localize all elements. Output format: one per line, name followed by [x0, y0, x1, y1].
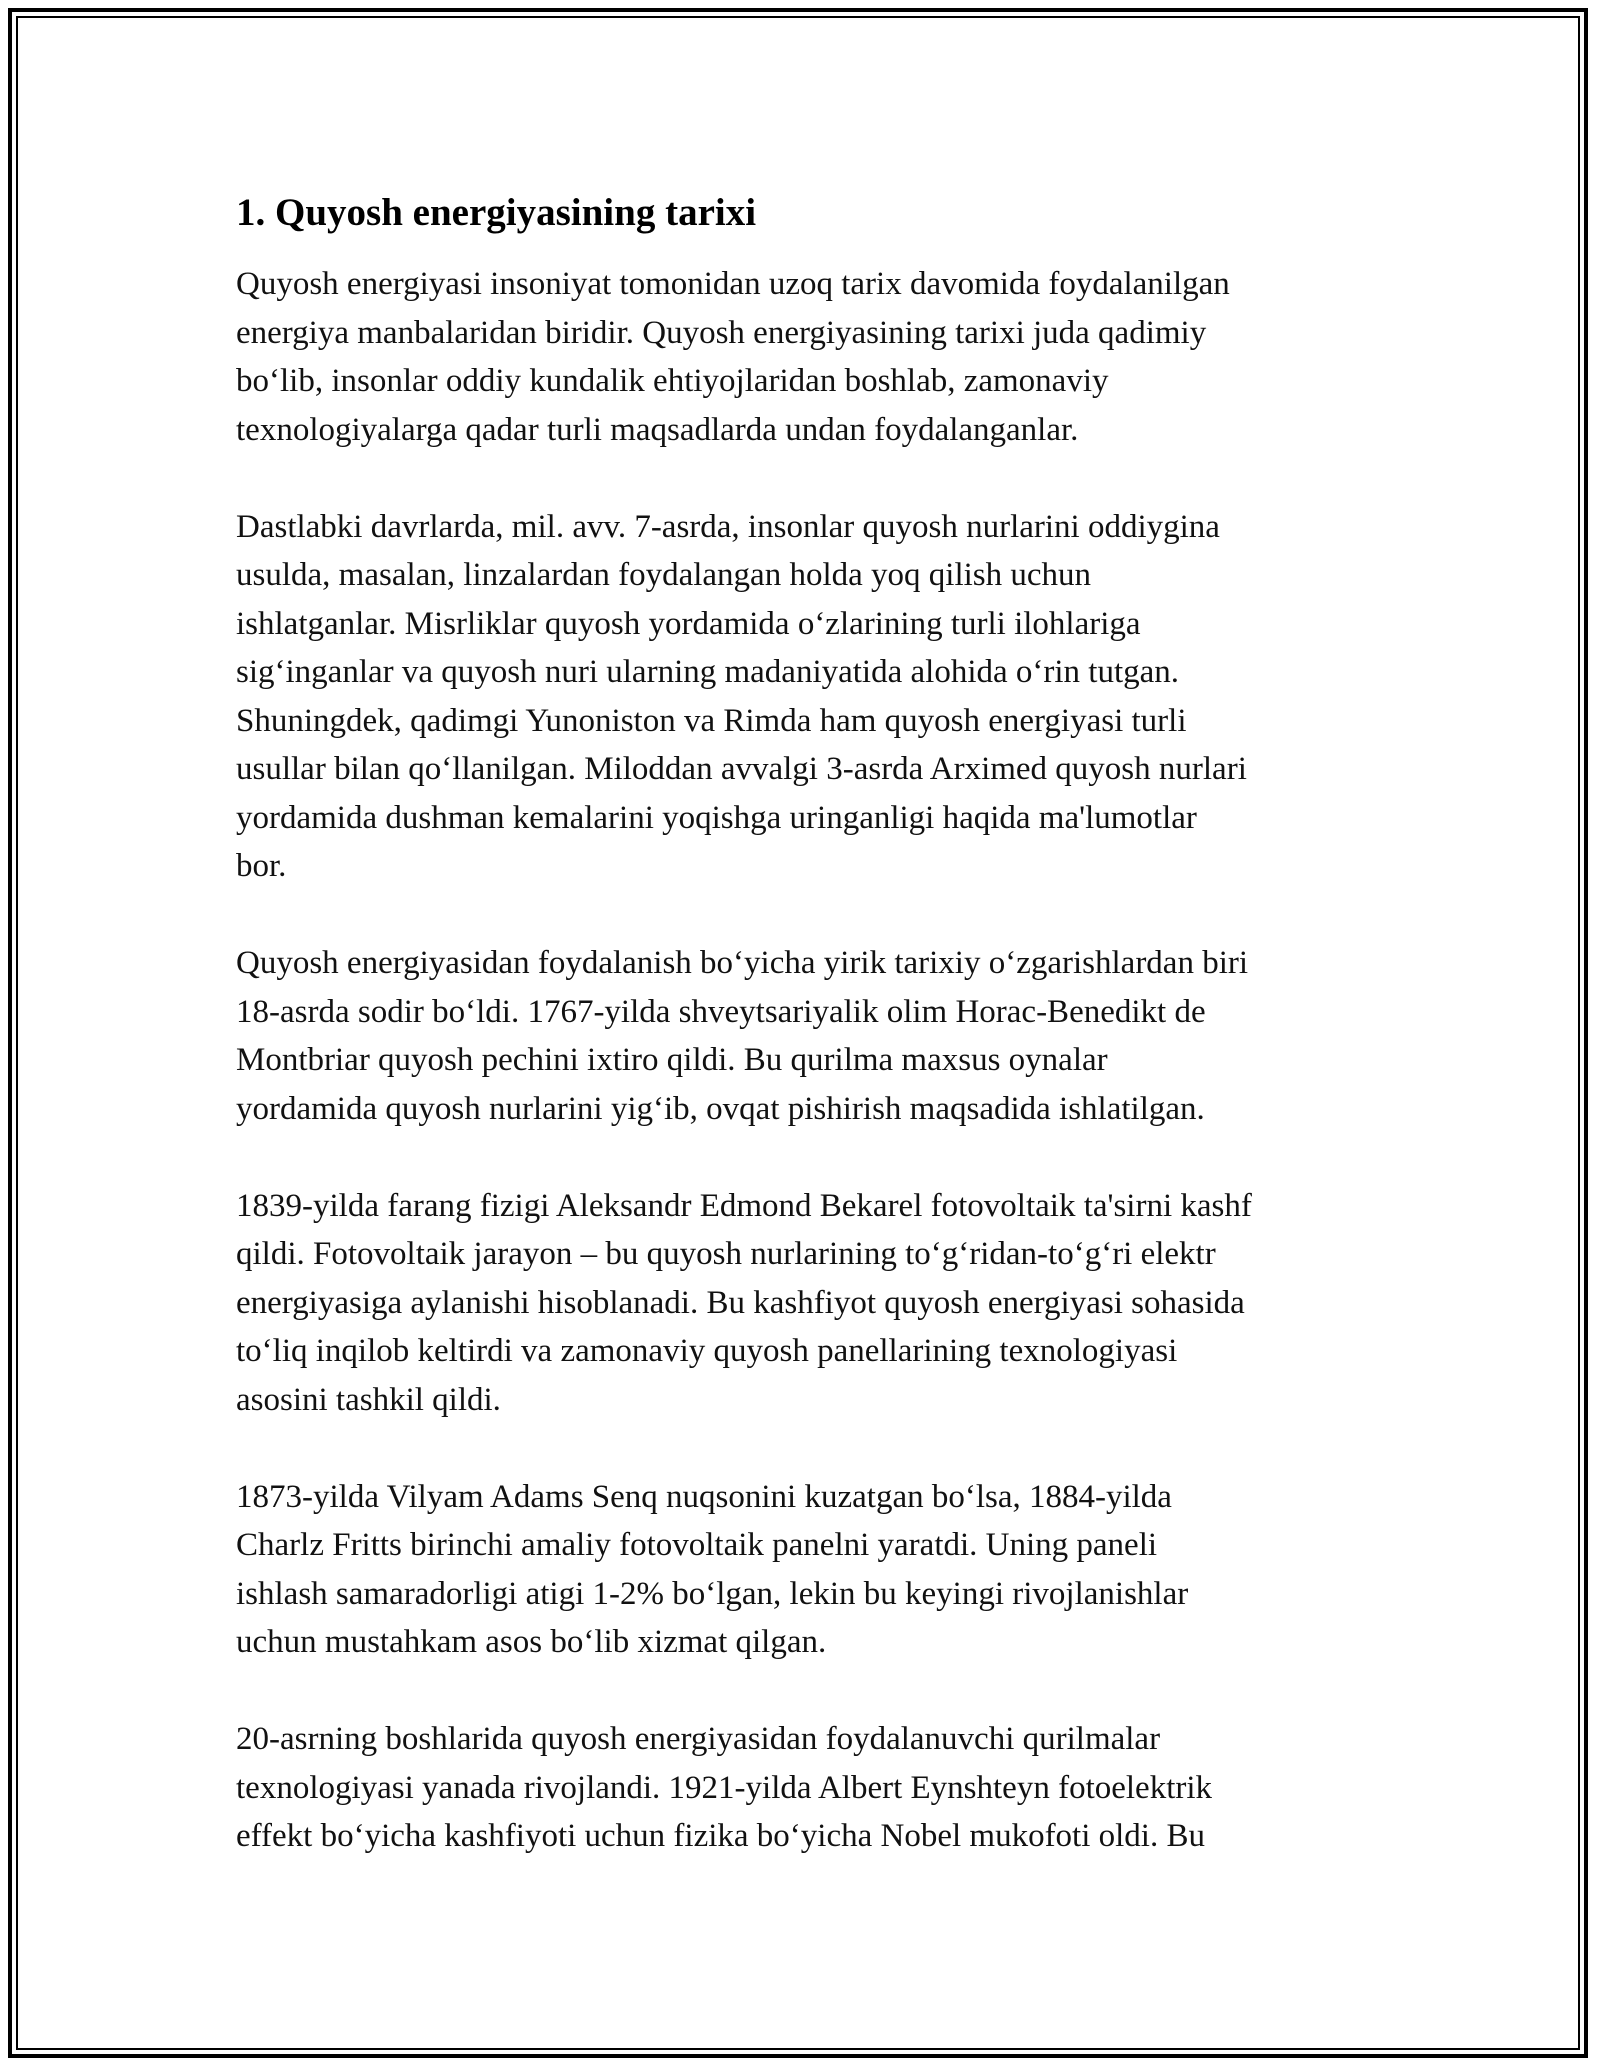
paragraph-line: bor.: [236, 848, 287, 884]
paragraph: [236, 1715, 1396, 1861]
paragraph-line: Charlz Fritts birinchi amaliy fotovoltaik panelni yaratdi. Uning paneli: [236, 1527, 1158, 1563]
paragraph-line: ishlash samaradorligi atigi 1-2% bo‘lgan, lekin bu keyingi rivojlanishlar: [236, 1575, 1189, 1612]
paragraph: [236, 939, 1396, 1133]
paragraph-line: Dastlabki davrlarda, mil. avv. 7-asrda, insonlar quyosh nurlarini oddiygina: [236, 508, 1220, 545]
paragraph-line: yordamida quyosh nurlarini yig‘ib, ovqat pishirish maqsadida ishlatilgan.: [236, 1090, 1205, 1127]
paragraph-line: texnologiyasi yanada rivojlandi. 1921-yilda Albert Eynshteyn fotoelektrik: [236, 1769, 1213, 1806]
document-body: [236, 186, 1396, 1909]
paragraph-line: 18-asrda sodir bo‘ldi. 1767-yilda shveytsariyalik olim Horac-Benedikt de: [236, 993, 1206, 1030]
paragraph-line: 1839-yilda farang fizigi Aleksandr Edmond Bekarel fotovoltaik ta'sirni kashf: [236, 1187, 1252, 1224]
paragraphs-container: [236, 260, 1396, 1861]
paragraph-line: uchun mustahkam asos bo‘lib xizmat qilgan.: [236, 1624, 827, 1660]
paragraph-line: sig‘inganlar va quyosh nuri ularning madaniyatida alohida o‘rin tutgan.: [236, 654, 1180, 690]
paragraph-line: qildi. Fotovoltaik jarayon – bu quyosh nurlarining to‘g‘ridan-to‘g‘ri elektr: [236, 1236, 1216, 1272]
paragraph: [236, 1473, 1396, 1667]
paragraph-line: usullar bilan qo‘llanilgan. Miloddan avvalgi 3-asrda Arximed quyosh nurlari: [236, 751, 1247, 787]
paragraph-line: texnologiyalarga qadar turli maqsadlarda undan foydalanganlar.: [236, 411, 1079, 448]
paragraph-line: bo‘lib, insonlar oddiy kundalik ehtiyojlaridan boshlab, zamonaviy: [236, 363, 1109, 399]
paragraph-line: asosini tashkil qildi.: [236, 1381, 501, 1418]
paragraph: [236, 503, 1396, 891]
paragraph-line: Montbriar quyosh pechini ixtiro qildi. Bu qurilma maxsus oynalar: [236, 1042, 1108, 1078]
paragraph: [236, 1182, 1396, 1425]
paragraph-line: 20-asrning boshlarida quyosh energiyasidan foydalanuvchi qurilmalar: [236, 1721, 1161, 1757]
paragraph-line: energiyasiga aylanishi hisoblanadi. Bu kashfiyot quyosh energiyasi sohasida: [236, 1284, 1245, 1321]
paragraph-line: Quyosh energiyasi insoniyat tomonidan uzoq tarix davomida foydalanilgan: [236, 266, 1230, 302]
paragraph: [236, 260, 1396, 454]
section-heading: 1. Quyosh energiyasining tarixi: [236, 191, 757, 234]
paragraph-line: effekt bo‘yicha kashfiyoti uchun fizika bo‘yicha Nobel mukofoti oldi. Bu: [236, 1818, 1205, 1854]
paragraph-line: ishlatganlar. Misrliklar quyosh yordamida o‘zlarining turli ilohlariga: [236, 605, 1141, 642]
paragraph-line: Quyosh energiyasidan foydalanish bo‘yicha yirik tarixiy o‘zgarishlardan biri: [236, 945, 1249, 981]
paragraph-line: usulda, masalan, linzalardan foydalangan holda yoq qilish uchun: [236, 557, 1092, 593]
paragraph-line: energiya manbalaridan biridir. Quyosh energiyasining tarixi juda qadimiy: [236, 314, 1207, 351]
paragraph-line: Shuningdek, qadimgi Yunoniston va Rimda ham quyosh energiyasi turli: [236, 702, 1187, 739]
paragraph-line: yordamida dushman kemalarini yoqishga uringanligi haqida ma'lumotlar: [236, 799, 1197, 836]
paragraph-line: 1873-yilda Vilyam Adams Senq nuqsonini kuzatgan bo‘lsa, 1884-yilda: [236, 1478, 1172, 1515]
paragraph-line: to‘liq inqilob keltirdi va zamonaviy quyosh panellarining texnologiyasi: [236, 1333, 1178, 1369]
